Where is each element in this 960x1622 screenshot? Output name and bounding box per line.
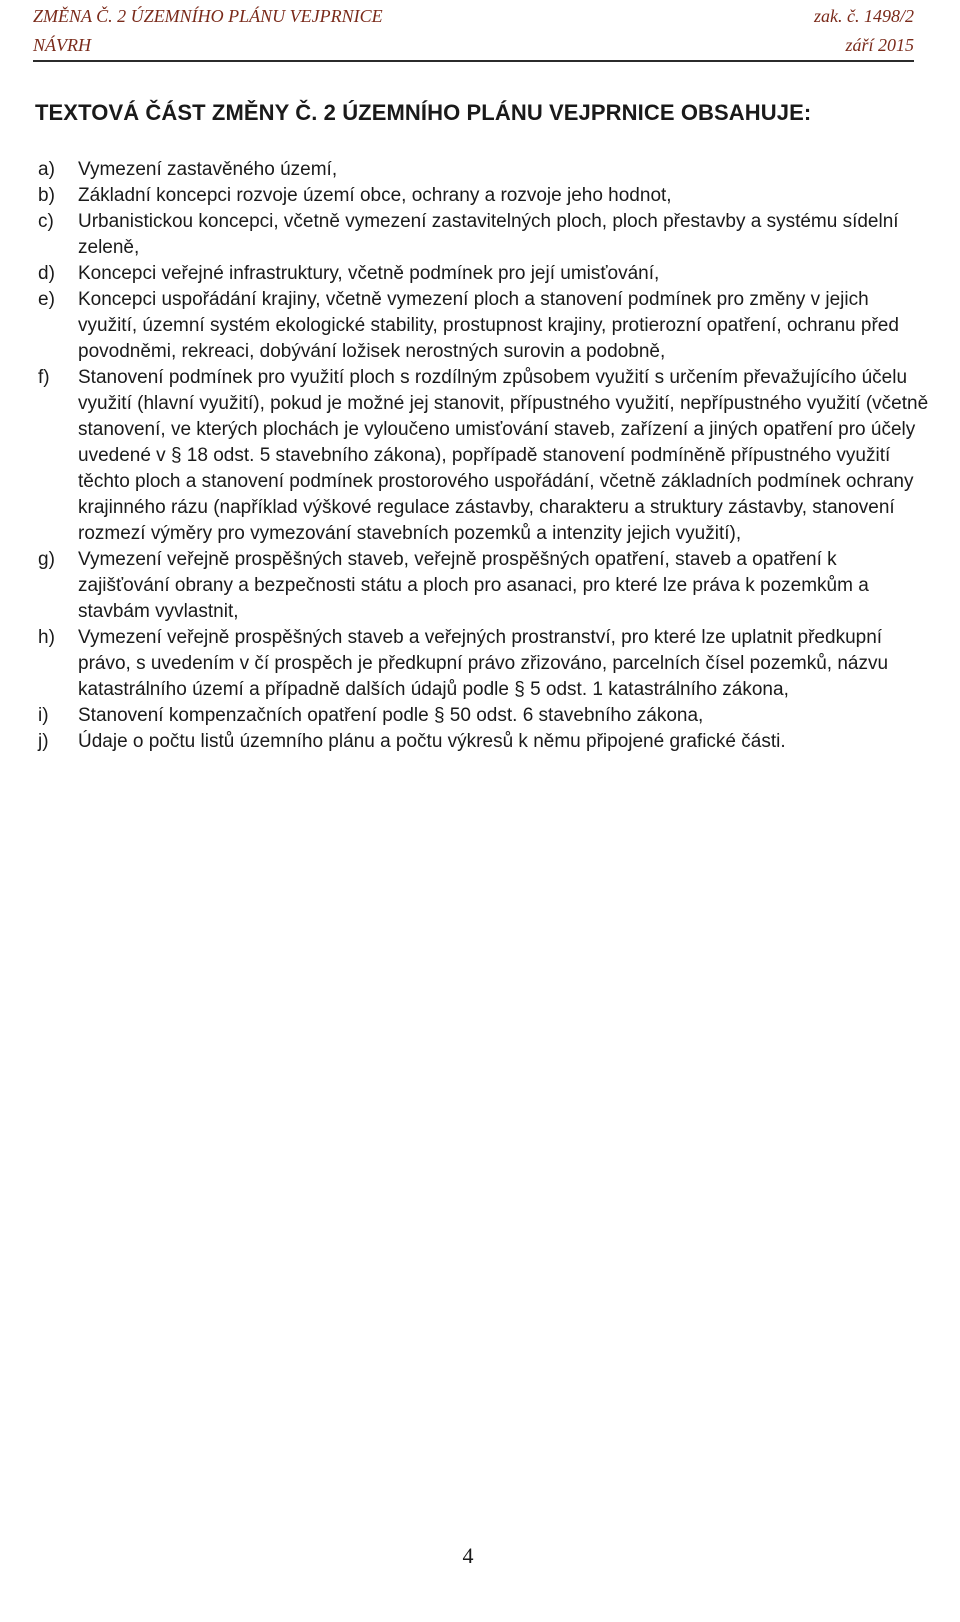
list-item-a (38, 157, 932, 183)
list-item-text: Stanovení podmínek pro využití ploch s rozdílným způsobem využití s určením převažujícího účelu využití (hlavní využití), pokud je možné jej stanovit, přípustného využití, nepřípustného využití (včetně stanovení, ve kterých plochách je vyloučeno umisťování staveb, zařízení a jiných opatření pro účely uvedené v § 18 odst. 5 stavebního zákona), popřípadě stanovení podmíněně přípustného využití těchto ploch a stanovení podmínek prostorového uspořádání, včetně základních podmínek ochrany krajinného rázu (například výškové regulace zástavby, charakteru a struktury zástavby, stanovení rozmezí výměry pro vymezování stavebních pozemků a intenzity jejich využití), (78, 367, 929, 544)
list-item-text: Údaje o počtu listů územního plánu a počtu výkresů k němu připojené grafické části. (78, 731, 786, 752)
list-item-text: Vymezení veřejně prospěšných staveb a veřejných prostranství, pro které lze uplatnit předkupní právo, s uvedením v čí prospěch je předkupní právo zřizováno, parcelních čísel pozemků, názvu katastrálního území a případně dalších údajů podle § 5 odst. 1 katastrálního zákona, (78, 627, 889, 700)
header-row-bottom (33, 31, 914, 60)
section-title: TEXTOVÁ ČÁST ZMĚNY Č. 2 ÚZEMNÍHO PLÁNU VEJPRNICE OBSAHUJE: (35, 100, 812, 125)
list-marker: i) (38, 705, 49, 726)
header-status: NÁVRH (33, 35, 91, 55)
list-item-text: Urbanistickou koncepci, včetně vymezení zastavitelných ploch, ploch přestavby a systému sídelní zeleně, (78, 211, 899, 258)
list-marker: a) (38, 159, 55, 180)
page-number: 4 (462, 1543, 474, 1568)
list-item-g (38, 547, 932, 625)
list-marker: e) (38, 289, 55, 310)
list-marker: f) (38, 367, 50, 388)
list-item-text: Vymezení veřejně prospěšných staveb, veřejně prospěšných opatření, staveb a opatření k zajišťování obrany a bezpečnosti státu a ploch pro asanaci, pro které lze práva k pozemkům a stavbám vyvlastnit, (78, 549, 869, 622)
list-item-text: Koncepci veřejné infrastruktury, včetně podmínek pro její umisťování, (78, 263, 660, 284)
list-marker: c) (38, 211, 54, 232)
list-marker: b) (38, 185, 55, 206)
list-item-b (38, 183, 932, 209)
list-item-text: Vymezení zastavěného území, (78, 159, 338, 180)
page-header (33, 2, 914, 62)
list-item-j (38, 729, 932, 755)
list-item-f (38, 365, 932, 547)
header-row-top (33, 2, 914, 31)
list-item-h (38, 625, 932, 703)
list-item-text: Základní koncepci rozvoje území obce, ochrany a rozvoje jeho hodnot, (78, 185, 672, 206)
list-marker: h) (38, 627, 55, 648)
list-item-d (38, 261, 932, 287)
list-item-text: Stanovení kompenzačních opatření podle § 50 odst. 6 stavebního zákona, (78, 705, 704, 726)
list-item-c (38, 209, 932, 261)
list-marker: g) (38, 549, 55, 570)
contents-list (38, 157, 932, 755)
list-marker: d) (38, 263, 55, 284)
header-file-number: zak. č. 1498/2 (814, 6, 914, 26)
list-item-i (38, 703, 932, 729)
list-item-e (38, 287, 932, 365)
header-title: ZMĚNA Č. 2 ÚZEMNÍHO PLÁNU VEJPRNICE (33, 6, 383, 26)
list-item-text: Koncepci uspořádání krajiny, včetně vymezení ploch a stanovení podmínek pro změny v jejich využití, územní systém ekologické stability, prostupnost krajiny, protierozní opatření, ochranu před povodněmi, rekreaci, dobývání ložisek nerostných surovin a podobně, (78, 289, 899, 362)
header-date: září 2015 (845, 35, 914, 55)
list-marker: j) (38, 731, 49, 752)
